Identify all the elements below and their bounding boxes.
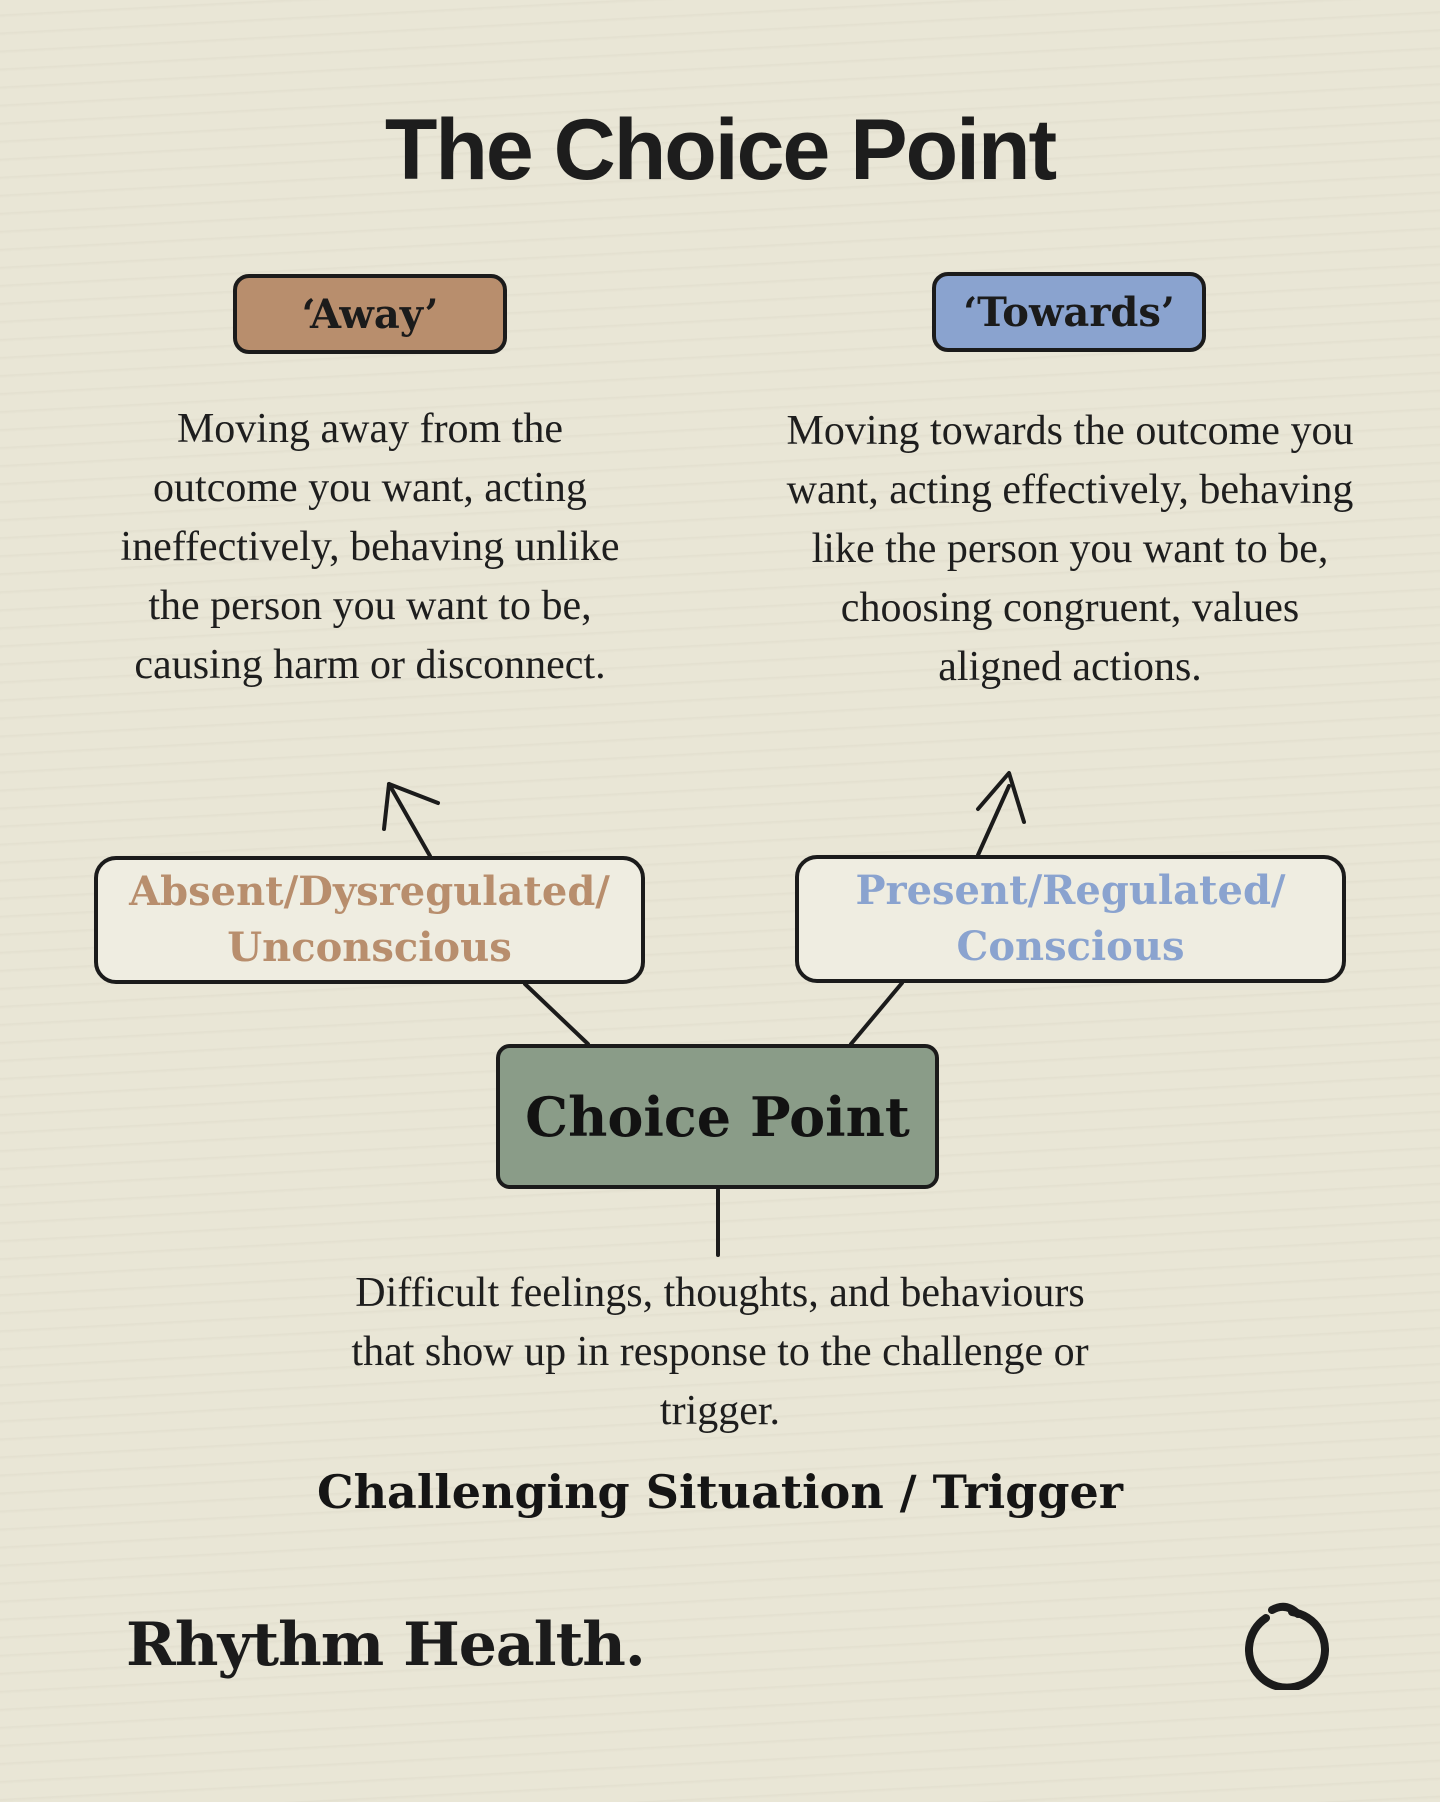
page-title: The Choice Point xyxy=(384,102,1056,198)
away-to-choice-line xyxy=(525,984,588,1044)
circle-loop-icon xyxy=(1236,1598,1336,1690)
towards-tag: ‘Towards’ xyxy=(932,272,1206,352)
away-state-box xyxy=(94,856,645,984)
towards-description: Moving towards the outcome you want, acting effectively, behaving like the person you want to be, choosing congruent, values aligned actions. xyxy=(786,408,1354,690)
towards-arrow-head xyxy=(978,773,1024,822)
towards-state-box xyxy=(795,855,1346,983)
towards-to-choice-line xyxy=(851,983,902,1044)
away-description: Moving away from the outcome you want, acting ineffectively, behaving unlike the person you want to be, causing harm or disconnect. xyxy=(120,406,620,688)
away-tag: ‘Away’ xyxy=(233,274,507,354)
away-arrow-line xyxy=(389,784,430,856)
away-state-line1: Absent/Dysregulated/ xyxy=(129,868,610,915)
feelings-text: Difficult feelings, thoughts, and behaviours that show up in response to the challenge or trigger. xyxy=(351,1270,1089,1434)
choice-point-box: Choice Point xyxy=(496,1044,939,1189)
brand-name: Rhythm Health. xyxy=(126,1610,645,1680)
towards-state-line1: Present/Regulated/ xyxy=(855,867,1286,914)
away-state-line2: Unconscious xyxy=(227,924,512,971)
towards-state-line2: Conscious xyxy=(956,923,1185,970)
towards-arrow-line xyxy=(978,786,1009,855)
trigger-label: Challenging Situation / Trigger xyxy=(316,1465,1124,1519)
